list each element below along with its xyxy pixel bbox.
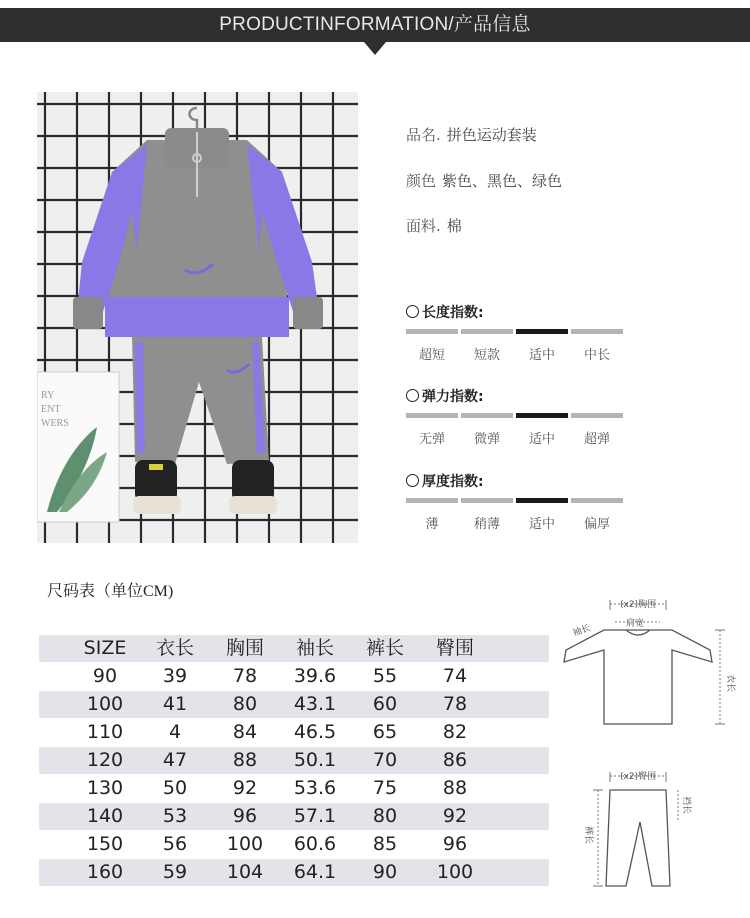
elasticity-index-title <box>406 386 484 406</box>
table-row <box>39 859 549 886</box>
top-shoulder-label: 肩宽 <box>626 619 645 629</box>
cell-length: 56 <box>162 833 188 855</box>
length-label-3: 适中 <box>528 348 555 363</box>
cell-sleeve: 39.6 <box>293 665 337 687</box>
length-seg-3-active <box>516 329 568 334</box>
elasticity-seg-2 <box>461 413 513 418</box>
product-fabric-label: 面料. <box>406 217 441 235</box>
cell-hip: 82 <box>442 721 468 743</box>
cell-chest: 92 <box>232 777 258 799</box>
table-row <box>39 831 549 858</box>
cell-length: 41 <box>162 693 188 715</box>
cell-chest: 84 <box>232 721 258 743</box>
measurement-diagram <box>560 590 740 900</box>
cell-length: 4 <box>168 721 182 743</box>
cell-size: 130 <box>86 777 124 799</box>
product-name-value: 拼色运动套装 <box>446 126 537 144</box>
length-label-1: 超短 <box>418 348 445 363</box>
cell-hip: 88 <box>442 777 468 799</box>
cell-sleeve: 57.1 <box>293 805 337 827</box>
cell-length: 39 <box>162 665 188 687</box>
length-index-label: 长度指数: <box>422 305 484 321</box>
cell-size: 160 <box>86 861 124 883</box>
cell-chest: 88 <box>232 749 258 771</box>
thickness-index-title <box>406 471 484 491</box>
table-row <box>39 691 549 718</box>
product-color-value: 紫色、黑色、绿色 <box>442 172 563 190</box>
thickness-index-bar <box>406 498 624 503</box>
elasticity-label-1: 无弹 <box>418 432 445 447</box>
thickness-label-2: 稍薄 <box>473 517 500 532</box>
length-seg-1 <box>406 329 458 334</box>
header-hip: 臀围 <box>435 637 474 659</box>
thickness-seg-4 <box>571 498 623 503</box>
length-seg-2 <box>461 329 513 334</box>
elasticity-seg-1 <box>406 413 458 418</box>
poster-line-3: WERS <box>41 418 69 429</box>
header-sleeve: 袖长 <box>295 637 334 659</box>
circle-icon <box>406 474 419 487</box>
thickness-index-label: 厚度指数: <box>422 474 484 490</box>
top-chest-label: (x2)胸围 <box>620 600 657 610</box>
cell-pants: 90 <box>372 861 398 883</box>
cell-hip: 74 <box>442 665 468 687</box>
elasticity-label-3: 适中 <box>528 432 555 447</box>
table-row <box>39 747 549 774</box>
banner-title: PRODUCTINFORMATION/产品信息 <box>219 14 531 35</box>
poster-line-2: ENT <box>41 404 61 415</box>
cell-chest: 100 <box>226 833 264 855</box>
cell-chest: 78 <box>232 665 258 687</box>
cell-sleeve: 43.1 <box>293 693 337 715</box>
product-photo-illustration <box>37 92 358 543</box>
table-row <box>39 719 549 746</box>
table-row <box>39 663 549 690</box>
cell-length: 59 <box>162 861 188 883</box>
cell-hip: 100 <box>436 861 474 883</box>
cell-sleeve: 46.5 <box>293 721 337 743</box>
header-size: SIZE <box>83 637 127 659</box>
product-name-label: 品名. <box>406 126 441 144</box>
thickness-label-4: 偏厚 <box>583 517 610 532</box>
length-label-2: 短款 <box>473 348 500 363</box>
cell-size: 150 <box>86 833 124 855</box>
elasticity-label-2: 微弹 <box>473 432 500 447</box>
thickness-label-1: 薄 <box>425 517 439 532</box>
product-name-line <box>406 124 537 145</box>
section-banner <box>0 8 750 42</box>
thickness-seg-2 <box>461 498 513 503</box>
cell-size: 120 <box>86 749 124 771</box>
cell-hip: 92 <box>442 805 468 827</box>
cell-hip: 86 <box>442 749 468 771</box>
cell-size: 140 <box>86 805 124 827</box>
cell-length: 50 <box>162 777 188 799</box>
length-index-title <box>406 302 484 322</box>
bottom-length-label: 裤长 <box>583 826 593 845</box>
product-color-line <box>406 170 562 191</box>
cell-pants: 75 <box>372 777 398 799</box>
length-index-bar <box>406 329 624 334</box>
cell-hip: 78 <box>442 693 468 715</box>
cell-pants: 65 <box>372 721 398 743</box>
elasticity-index-bar <box>406 413 624 418</box>
cell-sleeve: 53.6 <box>293 777 337 799</box>
cell-size: 90 <box>92 665 118 687</box>
cell-pants: 60 <box>372 693 398 715</box>
cell-hip: 96 <box>442 833 468 855</box>
poster-line-1: RY <box>41 390 55 401</box>
cell-size: 100 <box>86 693 124 715</box>
thickness-label-3: 适中 <box>528 517 555 532</box>
circle-icon <box>406 389 419 402</box>
product-fabric-value: 棉 <box>446 217 462 235</box>
cell-pants: 70 <box>372 749 398 771</box>
size-chart-title: 尺码表（单位CM) <box>47 583 174 600</box>
header-chest: 胸围 <box>225 637 264 659</box>
thickness-seg-3-active <box>516 498 568 503</box>
elasticity-seg-4 <box>571 413 623 418</box>
cell-sleeve: 60.6 <box>293 833 337 855</box>
cell-sleeve: 50.1 <box>293 749 337 771</box>
elasticity-seg-3-active <box>516 413 568 418</box>
length-seg-4 <box>571 329 623 334</box>
table-header-row <box>39 635 549 662</box>
cell-pants: 80 <box>372 805 398 827</box>
circle-icon <box>406 305 419 318</box>
cell-pants: 85 <box>372 833 398 855</box>
table-row <box>39 803 549 830</box>
elasticity-index-label: 弹力指数: <box>422 389 484 405</box>
thickness-seg-1 <box>406 498 458 503</box>
header-length: 衣长 <box>155 637 194 659</box>
length-label-4: 中长 <box>583 348 610 363</box>
product-fabric-line <box>406 215 462 236</box>
bottom-rise-label: 裆长 <box>681 796 691 815</box>
cell-chest: 96 <box>232 805 258 827</box>
product-color-label: 颜色 <box>406 172 437 190</box>
header-pants: 裤长 <box>365 637 404 659</box>
elasticity-label-4: 超弹 <box>583 432 610 447</box>
top-length-label: 衣长 <box>725 674 735 693</box>
measurement-diagram-svg <box>560 590 740 900</box>
cell-length: 47 <box>162 749 188 771</box>
cell-chest: 80 <box>232 693 258 715</box>
cell-chest: 104 <box>226 861 264 883</box>
table-row <box>39 775 549 802</box>
bottom-hip-label: (x2)臀围 <box>620 772 657 782</box>
cell-size: 110 <box>86 721 124 743</box>
product-photo <box>37 92 358 543</box>
cell-pants: 55 <box>372 665 398 687</box>
cell-length: 53 <box>162 805 188 827</box>
cell-sleeve: 64.1 <box>293 861 337 883</box>
top-sleeve-label: 袖长 <box>571 623 592 639</box>
banner-arrow-icon <box>364 42 386 55</box>
